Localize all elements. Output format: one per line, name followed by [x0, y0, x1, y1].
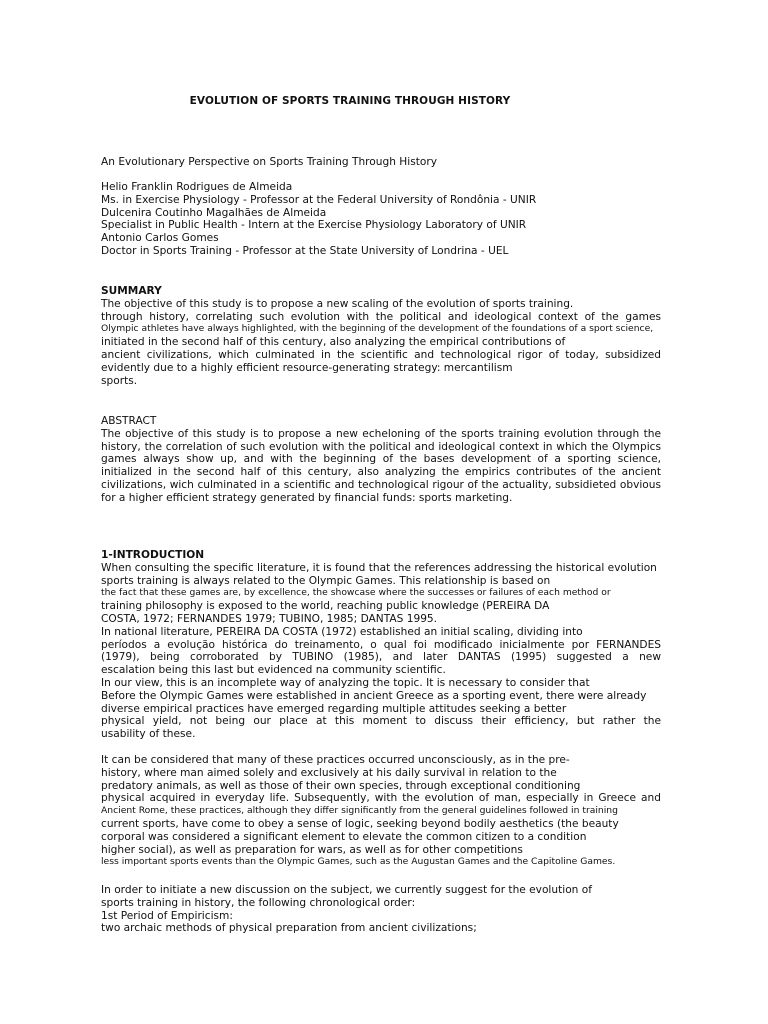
- abstract-line: games always show up, and with the beginning of the bases development of a sporting science,: [101, 453, 661, 466]
- paragraph-three: [101, 884, 661, 935]
- paragraph-line: history, where man aimed solely and exclusively at his daily survival in relation to the: [101, 766, 557, 779]
- paragraph-line: higher social), as well as preparation for wars, as well as for other competitions: [101, 843, 523, 856]
- document-title: EVOLUTION OF SPORTS TRAINING THROUGH HISTORY: [189, 95, 511, 107]
- summary-line: initiated in the second half of this century, also analyzing the empirical contributions of: [101, 336, 566, 349]
- summary-heading: SUMMARY: [101, 285, 162, 297]
- summary-line: Olympic athletes have always highlighted, with the beginning of the development of the foundations of a sport science,: [101, 323, 654, 335]
- introduction-line: diverse empirical practices have emerged regarding multiple attitudes seeking a better: [101, 702, 567, 715]
- introduction-section: [101, 549, 661, 741]
- paragraph-line: less important sports events than the Olympic Games, such as the Augustan Games and the Capitoline Games.: [101, 856, 616, 868]
- paragraph-line: corporal was considered a significant element to elevate the common citizen to a condition: [101, 830, 587, 843]
- paragraph-line: Ancient Rome, these practices, although they differ significantly from the general guidelines followed in training: [101, 805, 618, 817]
- paragraph-line: predatory animals, as well as those of their own species, through exceptional conditioning: [101, 779, 581, 792]
- paragraph-two: [101, 754, 661, 869]
- introduction-line: the fact that these games are, by excellence, the showcase where the successes or failures of each method or: [101, 587, 611, 599]
- paragraph-line: two archaic methods of physical preparation from ancient civilizations;: [101, 922, 477, 935]
- abstract-heading: ABSTRACT: [101, 415, 157, 427]
- introduction-line: When consulting the specific literature, it is found that the references addressing the historical evolution: [101, 561, 657, 574]
- summary-line: The objective of this study is to propose a new scaling of the evolution of sports training.: [101, 297, 574, 310]
- introduction-line: In our view, this is an incomplete way of analyzing the topic. It is necessary to consider that: [101, 676, 590, 689]
- introduction-line: Before the Olympic Games were established in ancient Greece as a sporting event, there were already: [101, 689, 647, 702]
- author-line: Specialist in Public Health - Intern at the Exercise Physiology Laboratory of UNIR: [101, 219, 527, 232]
- introduction-line: sports training is always related to the Olympic Games. This relationship is based on: [101, 574, 551, 587]
- introduction-heading: 1-INTRODUCTION: [101, 549, 205, 561]
- author-line: Dulcenira Coutinho Magalhães de Almeida: [101, 206, 327, 219]
- author-line: Helio Franklin Rodrigues de Almeida: [101, 181, 293, 193]
- abstract-line: for a higher efficient strategy generated by financial funds: sports marketing.: [101, 491, 513, 504]
- author-list: [101, 181, 661, 258]
- paragraph-line: current sports, have come to obey a sense of logic, seeking beyond bodily aesthetics (the beauty: [101, 817, 619, 830]
- summary-line: evidently due to a highly efficient resource-generating strategy: mercantilism: [101, 361, 513, 374]
- summary-section: [101, 285, 661, 387]
- introduction-line: escalation being this last but evidenced na community scientific.: [101, 664, 446, 677]
- paragraph-line: In order to initiate a new discussion on the subject, we currently suggest for the evolution of: [101, 884, 592, 896]
- introduction-line: training philosophy is exposed to the world, reaching public knowledge (PEREIRA DA: [101, 600, 550, 613]
- introduction-line: physical yield, not being our place at this moment to discuss their efficiency, but rather the: [101, 715, 661, 728]
- introduction-line: COSTA, 1972; FERNANDES 1979; TUBINO, 1985; DANTAS 1995.: [101, 612, 438, 625]
- introduction-line: usability of these.: [101, 728, 196, 741]
- paragraph-line: It can be considered that many of these practices occurred unconsciously, as in the pre-: [101, 754, 570, 766]
- summary-line: ancient civilizations, which culminated in the scientific and technological rigor of today, subsidized: [101, 348, 661, 361]
- summary-line: sports.: [101, 374, 138, 387]
- abstract-line: The objective of this study is to propose a new echeloning of the sports training evolution through the: [101, 427, 661, 440]
- abstract-section: [101, 415, 661, 505]
- introduction-line: períodos a evolução histórica do treinamento, o qual foi modificado inicialmente por FERNANDES: [101, 638, 661, 651]
- paragraph-line: physical acquired in everyday life. Subsequently, with the evolution of man, especially in Greece and: [101, 792, 661, 805]
- author-line: Antonio Carlos Gomes: [101, 232, 219, 245]
- abstract-line: civilizations, wich culminated in a scientific and technological rigour of the actuality, subsidieted obvious: [101, 478, 661, 491]
- abstract-line: initialized in the second half of this century, also analyzing the empirics contributes of the ancient: [101, 466, 661, 479]
- document-subtitle: [101, 156, 661, 169]
- paragraph-line: 1st Period of Empiricism:: [101, 909, 233, 922]
- author-line: Doctor in Sports Training - Professor at the State University of Londrina - UEL: [101, 244, 509, 257]
- paragraph-line: sports training in history, the following chronological order:: [101, 896, 416, 909]
- subtitle-line: An Evolutionary Perspective on Sports Training Through History: [101, 156, 437, 168]
- author-line: Ms. in Exercise Physiology - Professor at the Federal University of Rondônia - UNIR: [101, 193, 537, 206]
- introduction-line: (1979), being corroborated by TUBINO (1985), and later DANTAS (1995) suggested a new: [101, 651, 661, 664]
- introduction-line: In national literature, PEREIRA DA COSTA (1972) established an initial scaling, dividing into: [101, 625, 583, 638]
- abstract-line: history, the correlation of such evolution with the political and ideological context in which the Olympics: [101, 440, 661, 453]
- summary-line: through history, correlating such evolution with the political and ideological context of the games: [101, 310, 661, 323]
